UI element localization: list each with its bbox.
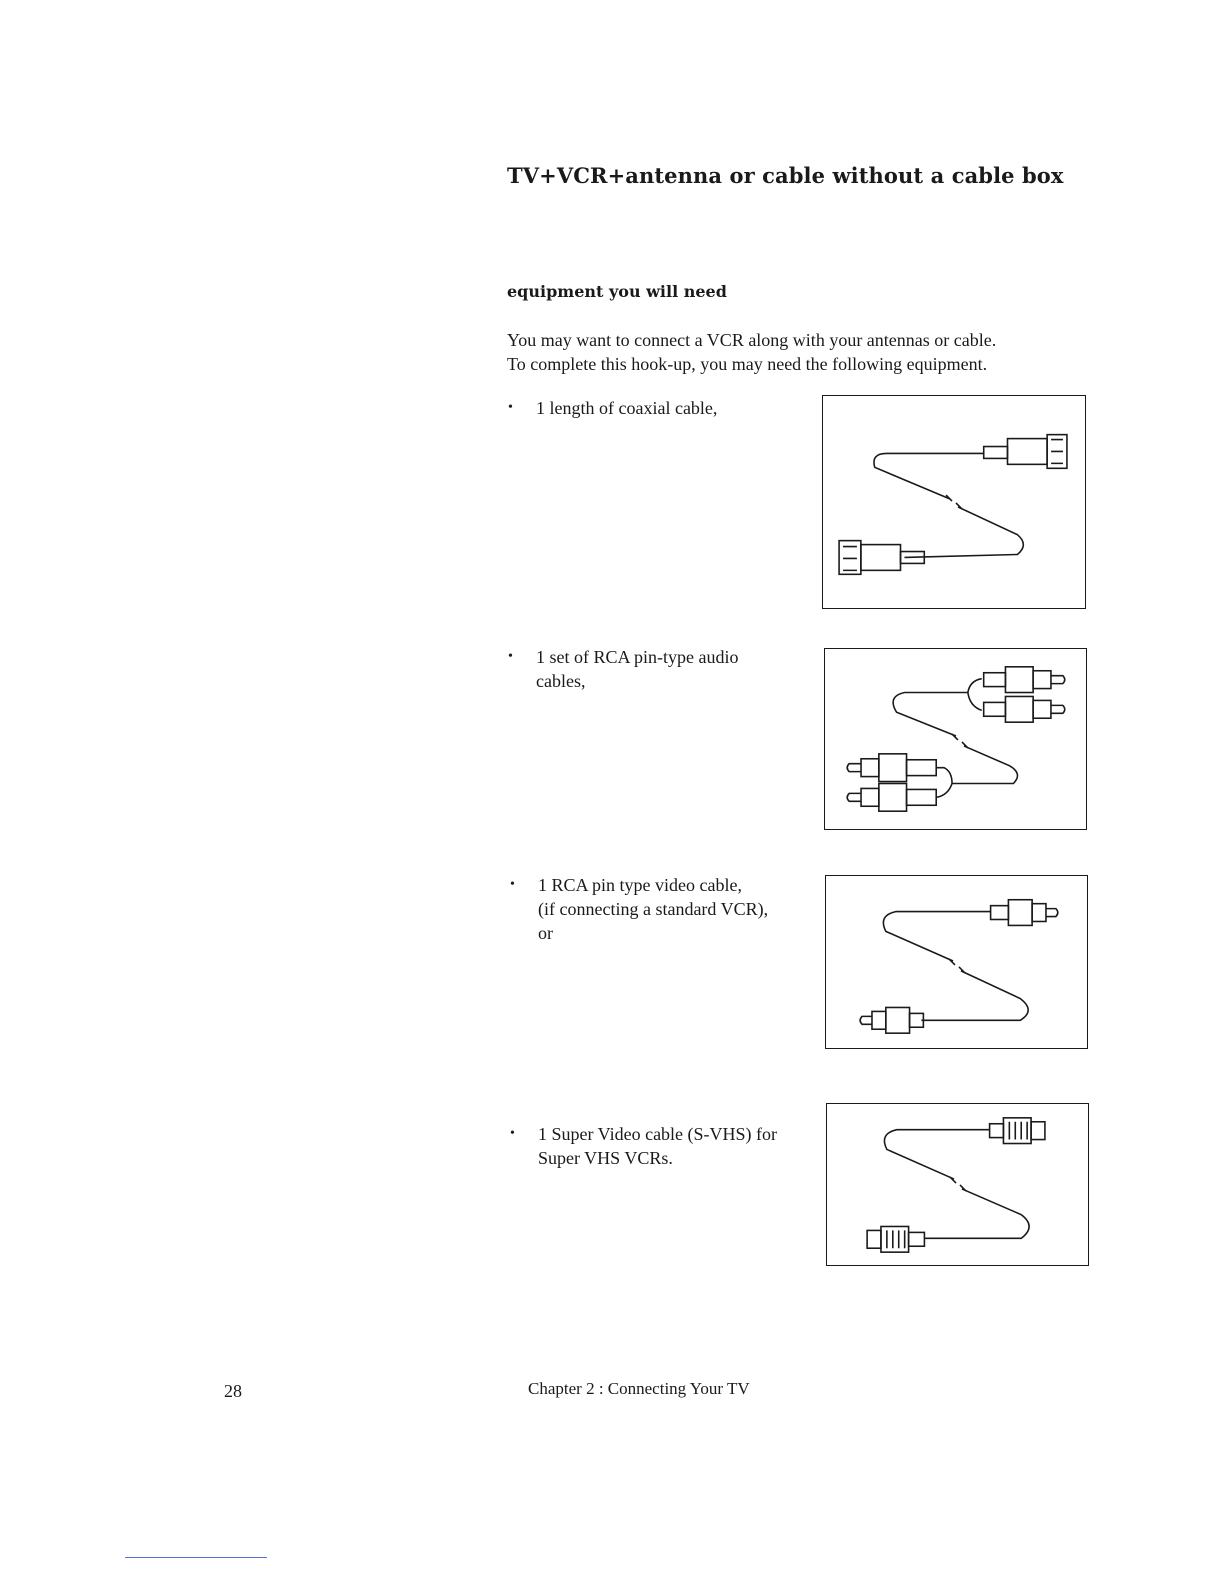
- bullet: •: [508, 400, 513, 415]
- intro-line-1: You may want to connect a VCR along with your antennas or cable.: [507, 330, 997, 350]
- s-video-cable-figure: [826, 1103, 1089, 1266]
- coaxial-cable-figure: [822, 395, 1086, 609]
- list-item-rca-video-cable: [510, 873, 810, 945]
- rca-video-cable-figure: [825, 875, 1088, 1049]
- list-item-text: 1 RCA pin type video cable, (if connecting a standard VCR), or: [538, 875, 769, 943]
- list-item-coaxial-cable: [508, 396, 798, 420]
- rca-audio-cables-figure: [824, 648, 1087, 830]
- section-heading: equipment you will need: [507, 282, 727, 301]
- list-item-s-video-cable: [510, 1122, 820, 1170]
- bottom-rule: [125, 1557, 267, 1558]
- bullet: •: [508, 649, 513, 664]
- intro-line-2: To complete this hook-up, you may need the following equipment.: [507, 354, 988, 374]
- list-item-text: 1 set of RCA pin-type audio cables,: [536, 647, 739, 691]
- list-item-text: 1 length of coaxial cable,: [536, 398, 718, 418]
- coaxial-cable-icon: [823, 396, 1085, 608]
- bullet: •: [510, 1126, 515, 1141]
- page-title: TV+VCR+antenna or cable without a cable box: [507, 163, 1064, 188]
- bullet: •: [510, 877, 515, 892]
- rca-video-cable-icon: [826, 876, 1087, 1048]
- intro-paragraph: [507, 328, 1107, 376]
- list-item-text: 1 Super Video cable (S-VHS) for Super VHS VCRs.: [538, 1124, 778, 1168]
- page-number: 28: [224, 1381, 242, 1401]
- rca-audio-cables-icon: [825, 649, 1086, 829]
- s-video-cable-icon: [827, 1104, 1088, 1265]
- list-item-rca-audio-cables: [508, 645, 798, 693]
- footer-chapter-title: Chapter 2 : Connecting Your TV: [528, 1379, 750, 1398]
